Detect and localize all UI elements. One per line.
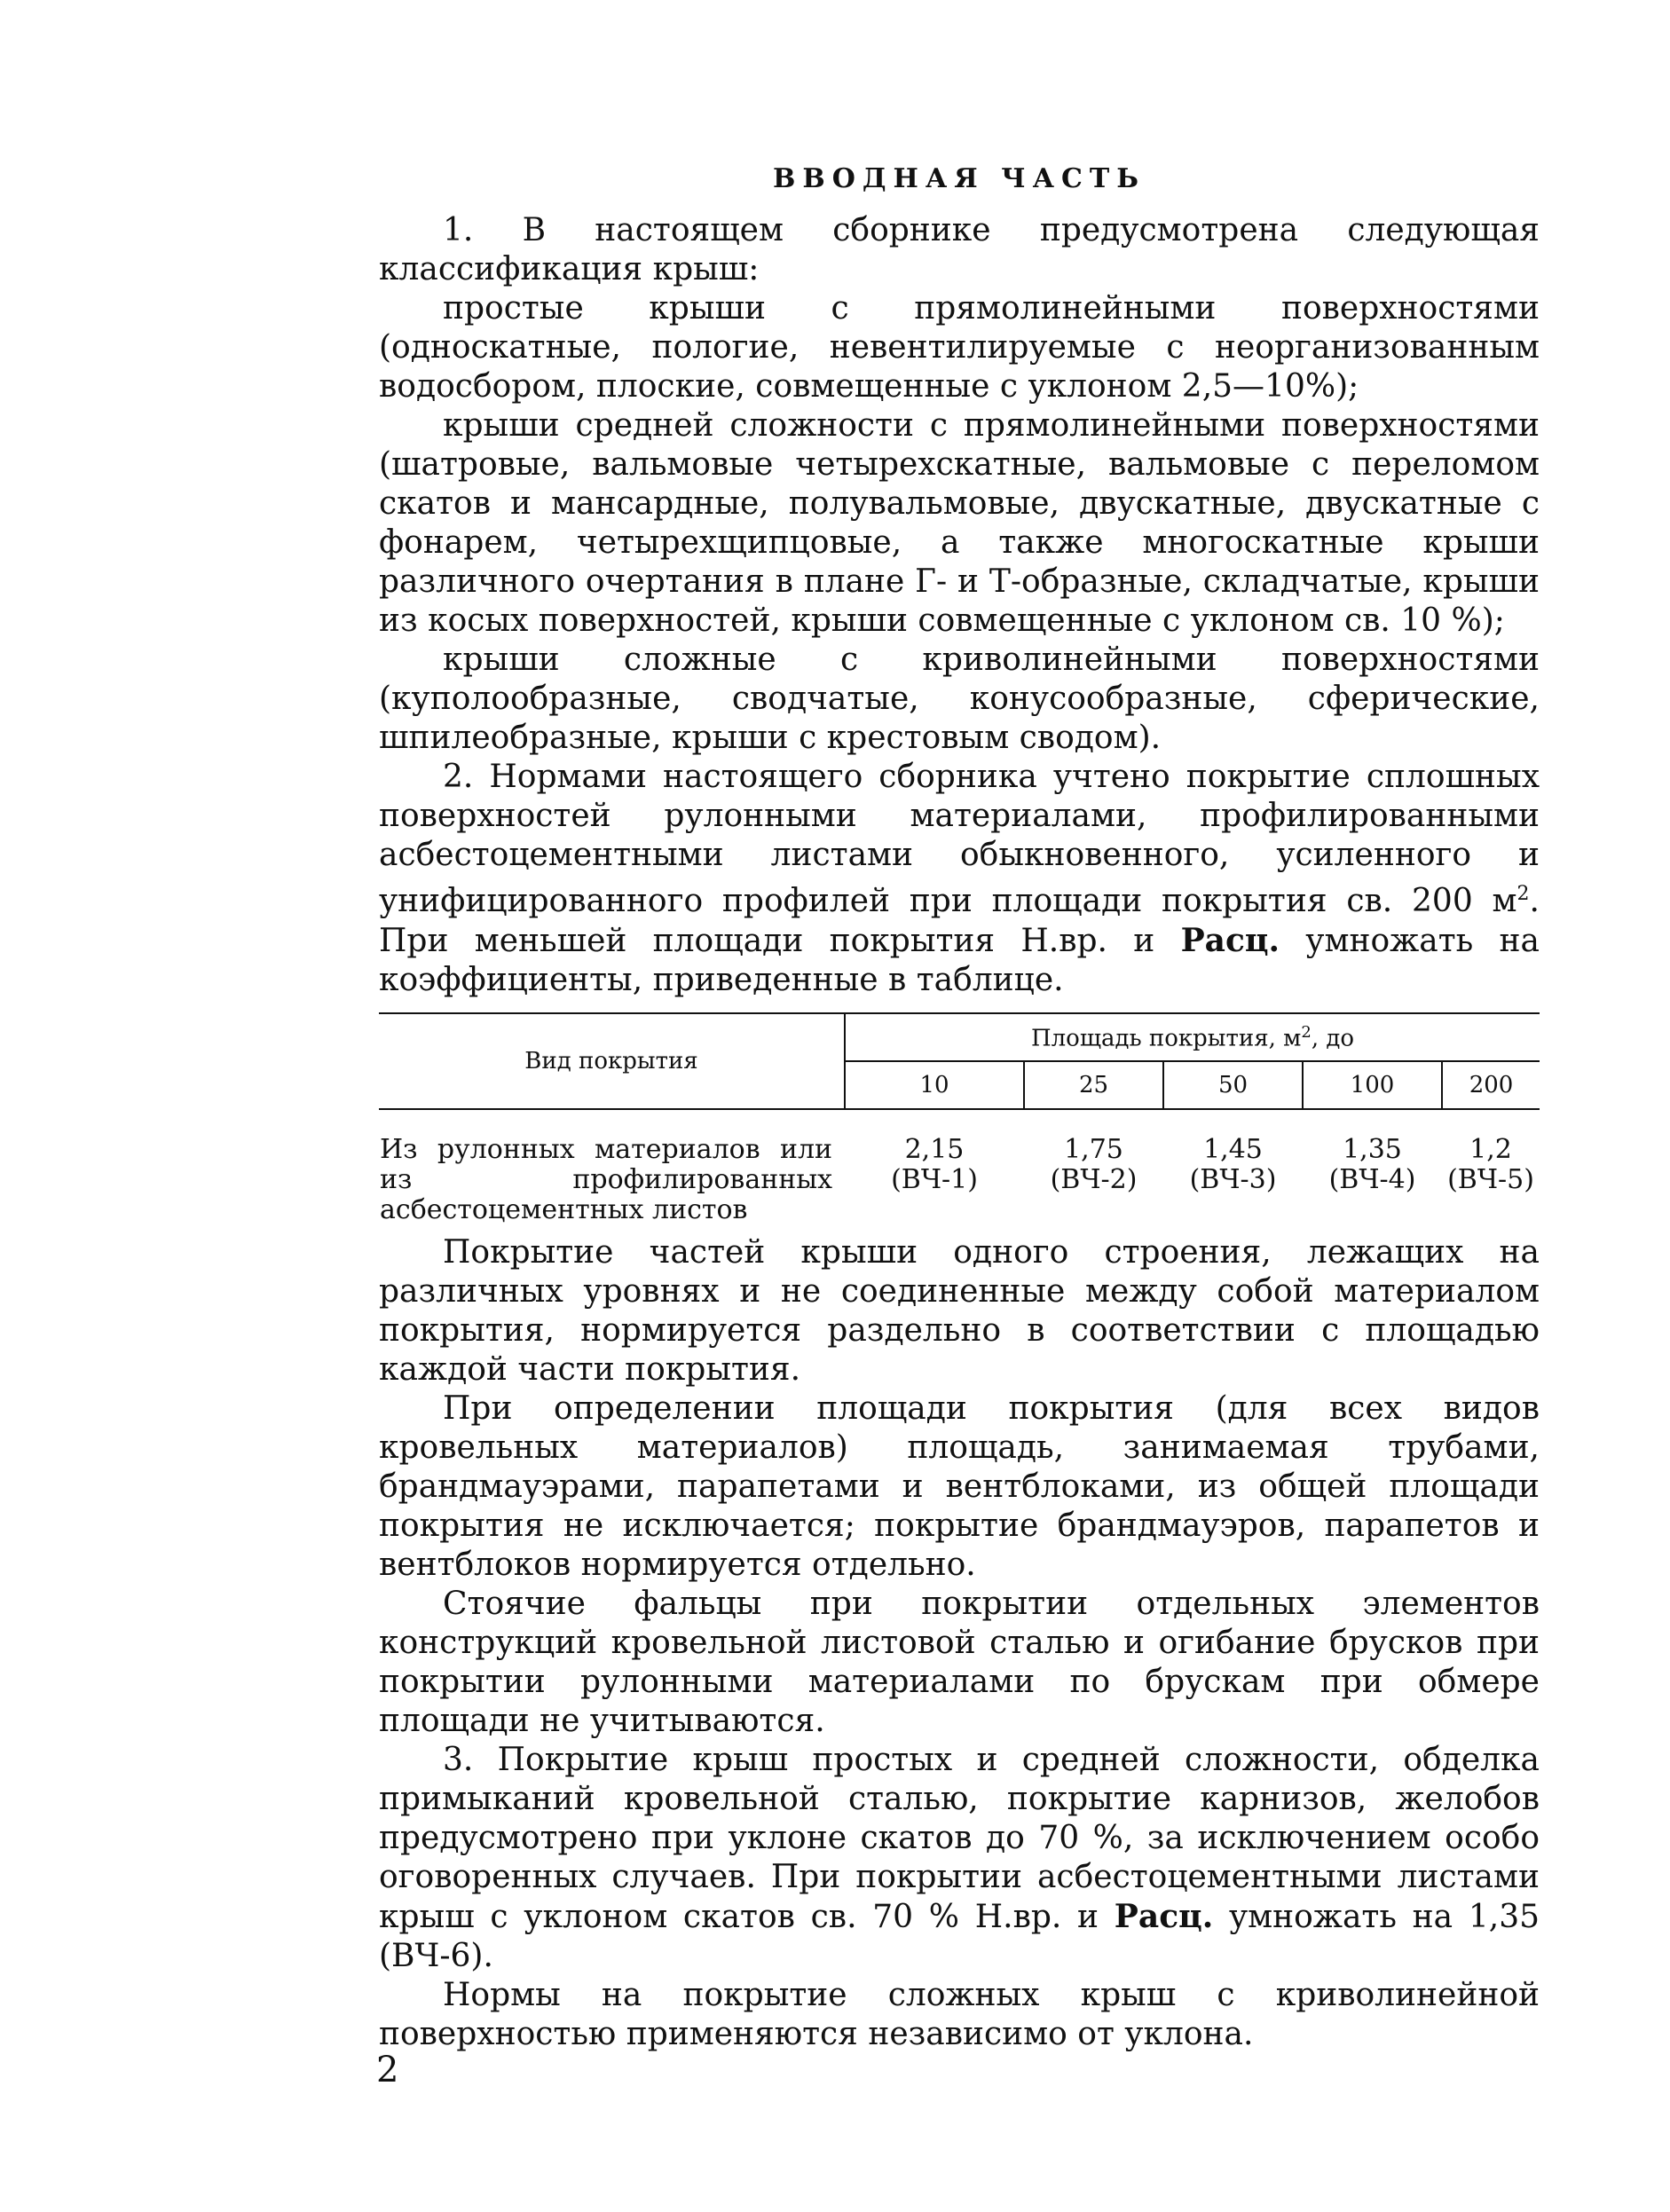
- table-row-label: Из рулонных материалов или из профилированных асбестоцементных листов: [380, 1134, 832, 1225]
- table-header-area-text: Площадь покрытия, м: [1030, 1025, 1302, 1052]
- coefficient: 2,15: [904, 1134, 965, 1165]
- code: (ВЧ-3): [1189, 1164, 1277, 1195]
- superscript: 2: [1516, 883, 1530, 905]
- table-header-area-value: 100: [1303, 1061, 1442, 1109]
- table-header-area-value: 10: [845, 1061, 1024, 1109]
- paragraph-area-determination: При определении площади покрытия (для всех видов кровельных материалов) площадь, занимаемая трубами, брандмауэрами, парапетами и вентблоками, из общей площади покрытия не исключается; покрытие брандмауэров, парапетов и вентблоков нормируется отдельно.: [379, 1390, 1540, 1583]
- coefficient: 1,75: [1064, 1134, 1123, 1165]
- table-cell: [845, 1109, 1024, 1226]
- paragraph-3-text-a: 3. Покрытие крыш простых и средней сложности, обделка примыканий кровельной сталью, покрытие карнизов, желобов предусмотрено при уклоне скатов до 70 %, за исключением особо оговоренных случаев. При покрытии асбестоцементными листами крыш с уклоном скатов св. 70 % Н.вр. и: [379, 1742, 1540, 1935]
- paragraph-separate-levels: Покрытие частей крыши одного строения, лежащих на различных уровнях и не соединенные между собой материалом покрытия, нормируется раздельно в соответствии с площадью каждой части покрытия.: [379, 1234, 1540, 1388]
- coefficient: 1,2: [1469, 1134, 1512, 1165]
- coefficient: 1,35: [1343, 1134, 1402, 1165]
- code: (ВЧ-1): [891, 1164, 978, 1195]
- table-header-area-value: 50: [1163, 1061, 1303, 1109]
- bold-term: Расц.: [1114, 1898, 1214, 1935]
- paragraph-3-text-b: умножать на 1,35 (ВЧ-6).: [379, 1899, 1540, 1974]
- table-header-type: Вид покрытия: [379, 1013, 845, 1109]
- paragraph-2-text-b: . При меньшей площади покрытия Н.вр. и: [379, 883, 1540, 959]
- paragraph-curved-roofs: Нормы на покрытие сложных крыш с криволинейной поверхностью применяются независимо от уклона.: [379, 1977, 1540, 2052]
- paragraph-medium-roofs: крыши средней сложности с прямолинейными поверхностями (шатровые, вальмовые четырехскатные, вальмовые с переломом скатов и мансардные, полувальмовые, двускатные, двускатные с фонарем, четырехщипцовые, а также многоскатные крыши различного очертания в плане Г- и Т-образные, складчатые, крыши из косых поверхностей, крыши совмещенные с уклоном св. 10 %);: [379, 407, 1540, 639]
- paragraph-3: [379, 1741, 1540, 1976]
- page-number: 2: [376, 2050, 399, 2090]
- table-cell: [1303, 1109, 1442, 1226]
- code: (ВЧ-2): [1050, 1164, 1138, 1195]
- bold-term: Расц.: [1180, 922, 1280, 959]
- table-header-area: [845, 1013, 1540, 1061]
- paragraph-1-intro: 1. В настоящем сборнике предусмотрена следующая классификация крыш:: [379, 212, 1540, 287]
- paragraph-standing-seams: Стоячие фальцы при покрытии отдельных элементов конструкций кровельной листовой сталью и огибание брусков при покрытии рулонными материалами по брускам при обмере площади не учитываются.: [379, 1586, 1540, 1739]
- paragraph-simple-roofs: простые крыши с прямолинейными поверхностями (односкатные, пологие, невентилируемые с неорганизованным водосбором, плоские, совмещенные с уклоном 2,5—10%);: [379, 290, 1540, 405]
- table-cell: [1163, 1109, 1303, 1226]
- paragraph-2-text-a: 2. Нормами настоящего сборника учтено покрытие сплошных поверхностей рулонными материалами, профилированными асбестоцементными листами обыкновенного, усиленного и унифицированного профилей при площади покрытия св. 200 м: [379, 759, 1540, 919]
- table-row: [379, 1109, 1540, 1226]
- paragraph-complex-roofs: крыши сложные с криволинейными поверхностями (куполообразные, сводчатые, конусообразные, сферические, шпилеобразные, крыши с крестовым сводом).: [379, 642, 1540, 756]
- paragraph-2: [379, 758, 1540, 1000]
- coefficient: 1,45: [1203, 1134, 1263, 1165]
- section-heading: ВВОДНАЯ ЧАСТЬ: [773, 163, 1146, 194]
- table-header-area-value: 25: [1024, 1061, 1163, 1109]
- document-page: [379, 160, 1540, 2054]
- table-header-area-suffix: , до: [1311, 1025, 1355, 1052]
- paragraph-2-text-c: умножать на коэффициенты, приведенные в таблице.: [379, 923, 1540, 998]
- table-cell: [1442, 1109, 1540, 1226]
- table-cell: [1024, 1109, 1163, 1226]
- code: (ВЧ-5): [1447, 1164, 1534, 1195]
- coefficients-table: [379, 1012, 1540, 1226]
- table-header-area-value: 200: [1442, 1061, 1540, 1109]
- code: (ВЧ-4): [1328, 1164, 1416, 1195]
- superscript: 2: [1301, 1022, 1312, 1042]
